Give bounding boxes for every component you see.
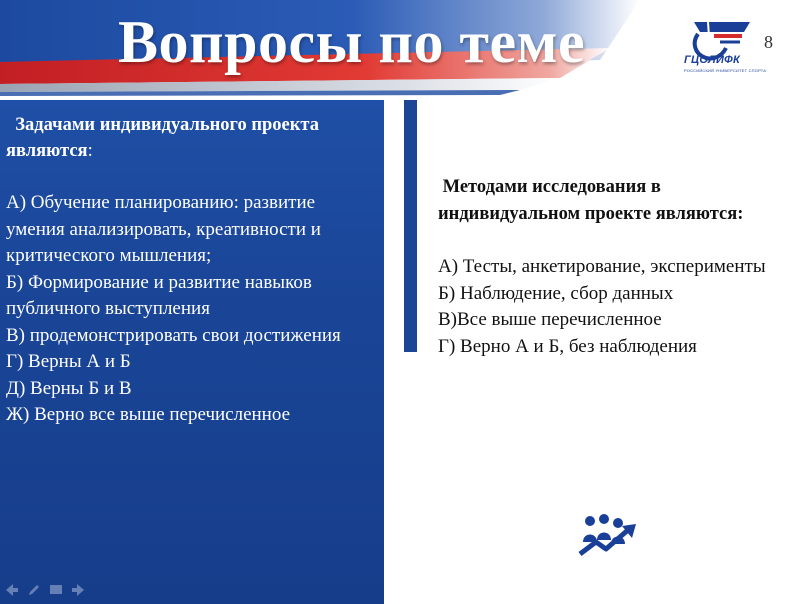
left-option: Ж) Верно все выше перечисленное xyxy=(6,404,291,425)
next-icon[interactable] xyxy=(70,583,86,597)
page-number: 8 xyxy=(764,32,773,52)
right-question-heading xyxy=(438,174,778,228)
slideshow-controls xyxy=(4,583,86,599)
slide-title: Вопросы по теме xyxy=(118,9,586,75)
left-question-heading-suffix: : xyxy=(87,141,93,161)
right-option: Б) Наблюдение, сбор данных xyxy=(438,282,674,304)
previous-icon[interactable] xyxy=(4,583,20,597)
left-question-panel xyxy=(0,100,384,604)
left-option: Д) Верны Б и В xyxy=(6,377,132,399)
right-question-block xyxy=(438,174,778,360)
left-option: Б) Формирование и развитие навыков публичного выступления xyxy=(6,271,312,319)
left-option: А) Обучение планированию: развитие умения анализировать, креативности и критического мышления; xyxy=(6,192,321,266)
pen-icon[interactable] xyxy=(26,583,42,597)
slides-icon[interactable] xyxy=(48,583,64,597)
left-question-heading xyxy=(6,112,378,164)
logo-wordmark: ГЦОЛИФК xyxy=(684,54,741,66)
vertical-divider xyxy=(404,100,417,352)
team-growth-arrow-icon xyxy=(578,512,638,556)
left-option: Г) Верны А и Б xyxy=(6,351,131,372)
spacer xyxy=(438,228,778,254)
left-question-heading-text: Задачами индивидуального проекта являются xyxy=(6,115,319,161)
left-option: В) продемонстрировать свои достижения xyxy=(6,324,341,346)
right-option: Г) Верно А и Б, без наблюдения xyxy=(438,335,697,357)
logo-tagline: РОССИЙСКИЙ УНИВЕРСИТЕТ СПОРТА xyxy=(684,68,767,73)
right-option: А) Тесты, анкетирование, эксперименты xyxy=(438,256,766,277)
left-question-block xyxy=(6,112,378,429)
spacer xyxy=(6,164,378,190)
slide-header xyxy=(0,0,800,100)
right-question-heading-text: Методами исследования в индивидуальном проекте являются: xyxy=(438,177,744,224)
right-option: В)Все выше перечисленное xyxy=(438,309,662,330)
